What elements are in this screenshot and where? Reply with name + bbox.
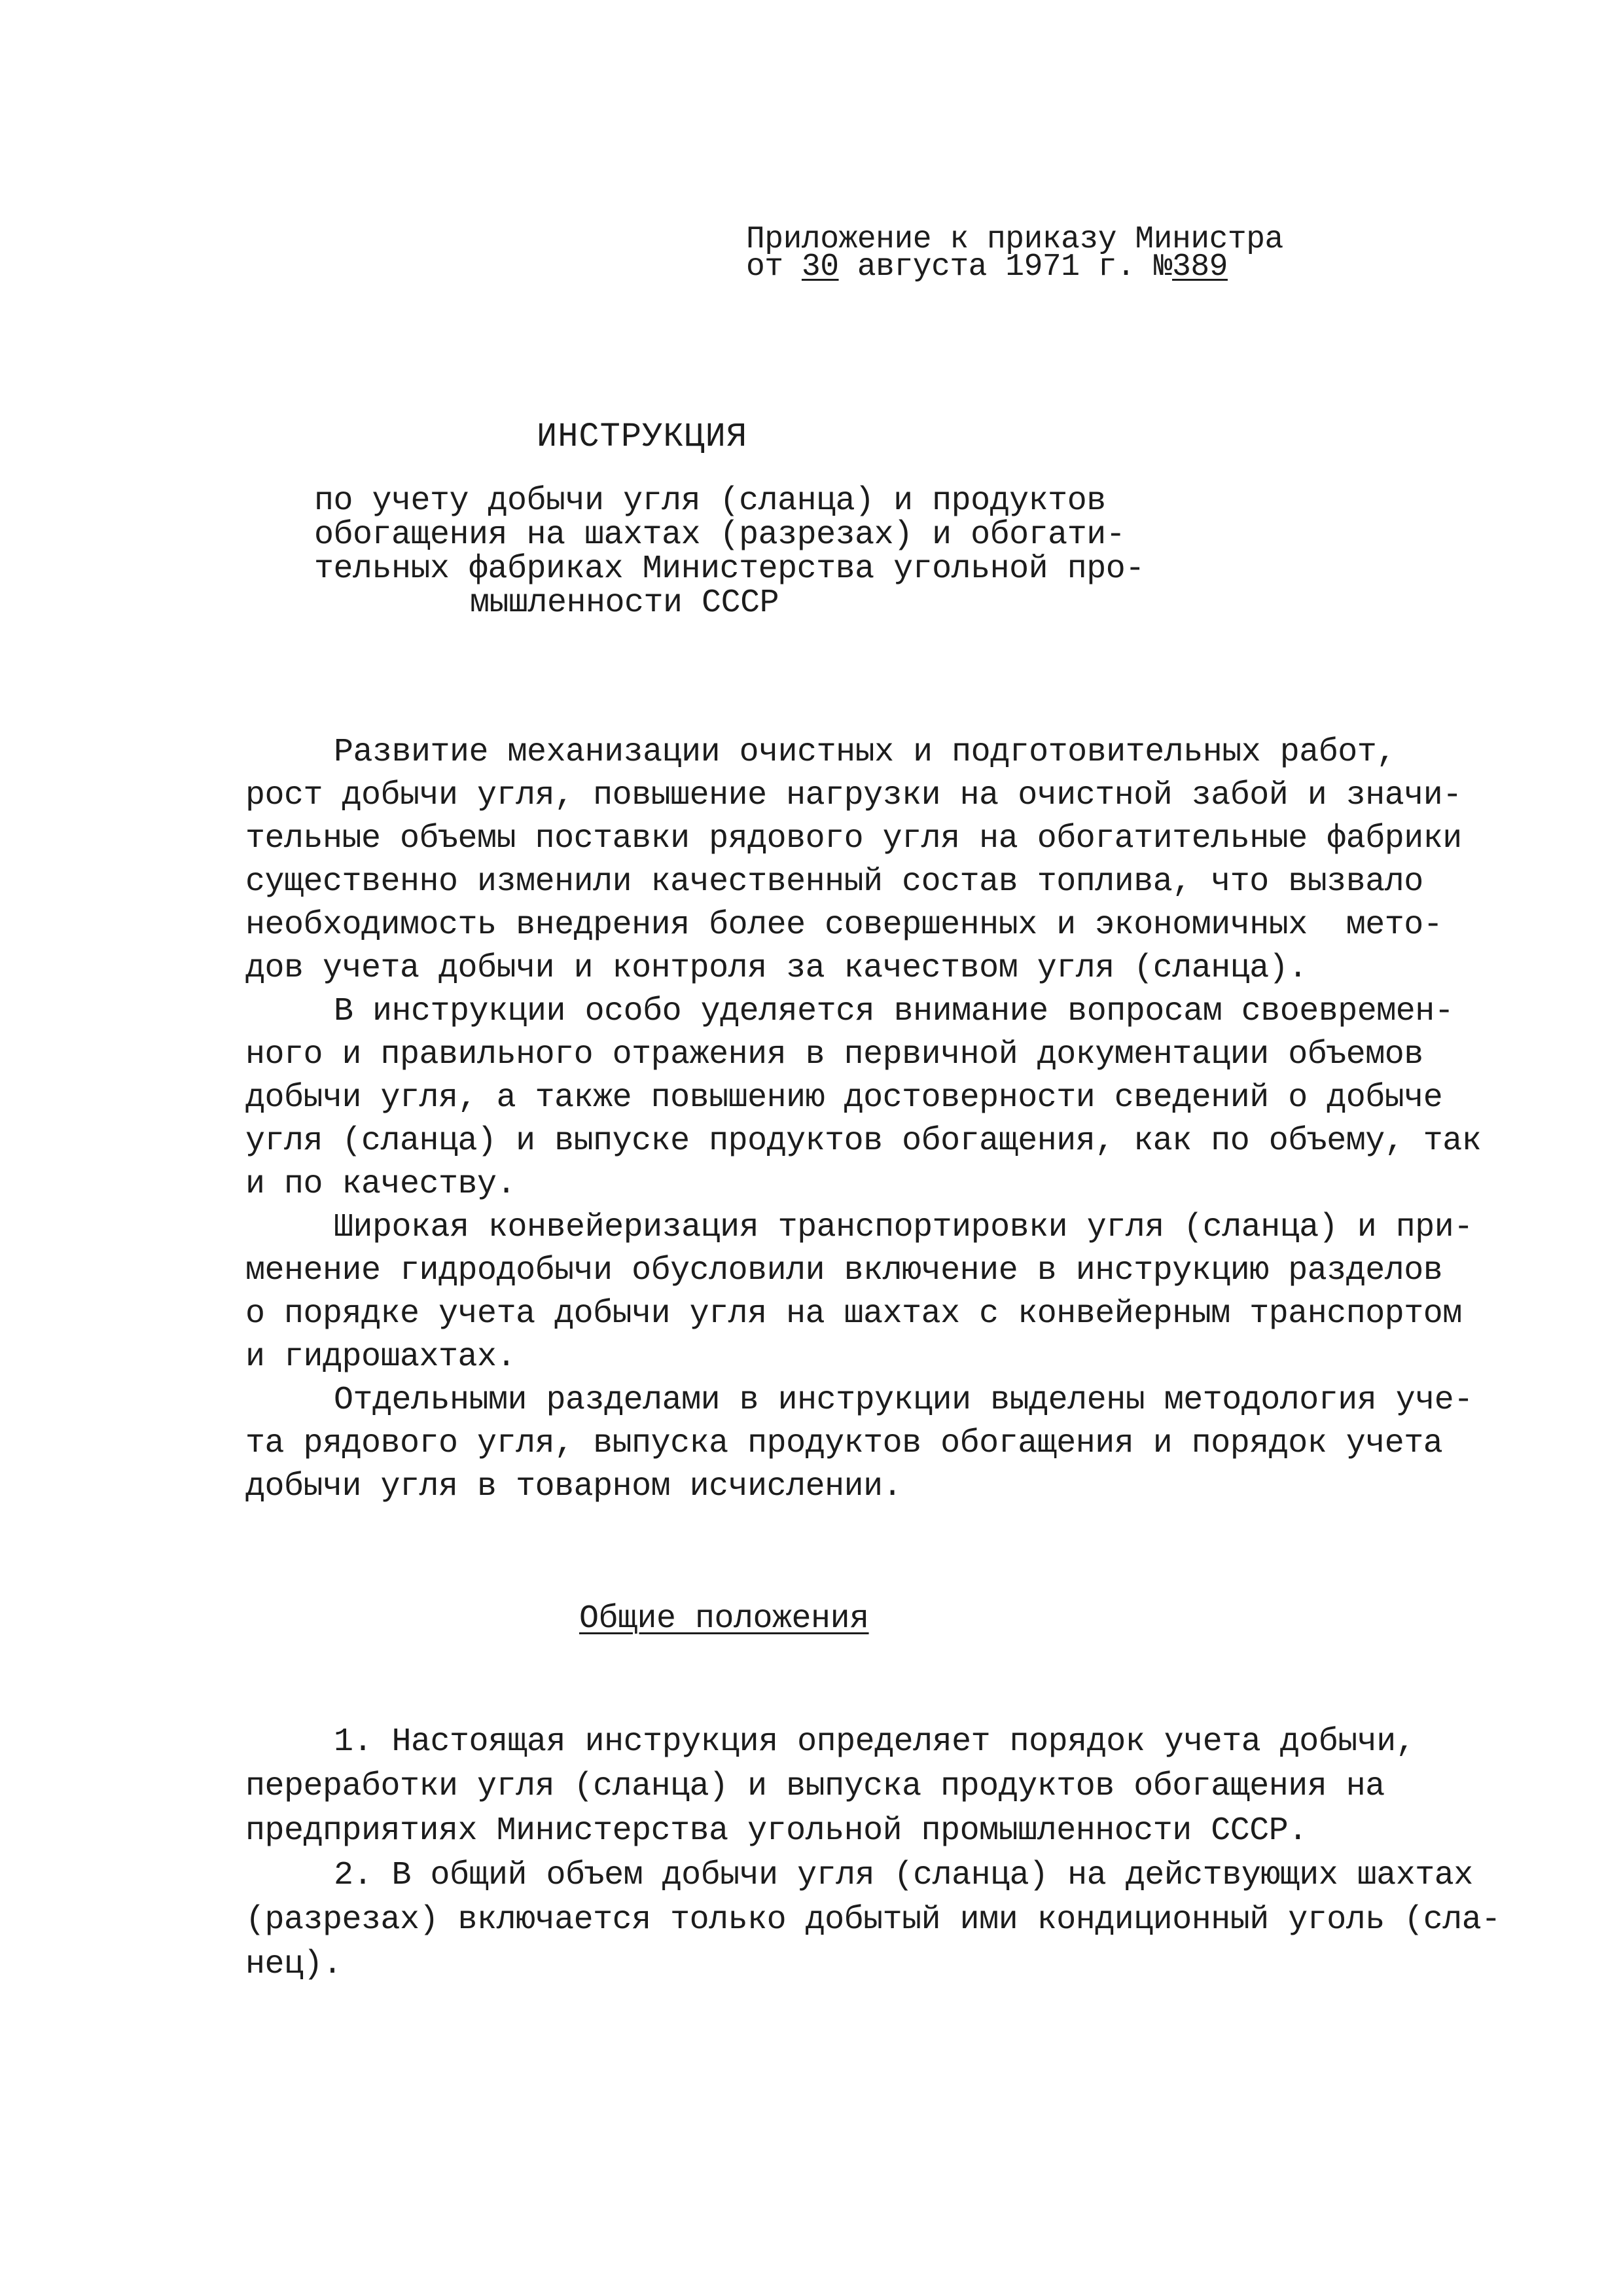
header-line-2 bbox=[746, 249, 1228, 285]
subtitle-line: по учету добычи угля (сланца) и продуктов bbox=[314, 482, 1106, 520]
intro-line: и по качеству. bbox=[245, 1166, 516, 1203]
header-from: от bbox=[746, 249, 783, 285]
section-line: 1. Настоящая инструкция определяет порядок учета добычи, bbox=[334, 1723, 1416, 1761]
section-line: предприятиях Министерства угольной промышленности СССР. bbox=[245, 1812, 1308, 1850]
intro-line: добычи угля в товарном исчислении. bbox=[245, 1468, 902, 1505]
subtitle-line: мышленности СССР bbox=[470, 584, 779, 622]
subtitle-line: обогащения на шахтах (разрезах) и обогати- bbox=[314, 516, 1126, 554]
section-line: 2. В общий объем добычи угля (сланца) на действующих шахтах bbox=[334, 1857, 1473, 1894]
document-title: ИНСТРУКЦИЯ bbox=[537, 418, 748, 456]
intro-line: та рядового угля, выпуска продуктов обогащения и порядок учета bbox=[245, 1425, 1443, 1462]
intro-line: о порядке учета добычи угля на шахтах с конвейерным транспортом bbox=[245, 1295, 1462, 1333]
intro-line: ного и правильного отражения в первичной документации объемов bbox=[245, 1036, 1423, 1073]
intro-line: существенно изменили качественный состав топлива, что вызвало bbox=[245, 863, 1423, 901]
intro-line: тельные объемы поставки рядового угля на обогатительные фабрики bbox=[245, 820, 1462, 857]
intro-line: добычи угля, а также повышению достоверности сведений о добыче bbox=[245, 1079, 1443, 1117]
header-order-number: 389 bbox=[1172, 249, 1228, 285]
intro-line: рост добычи угля, повышение нагрузки на очистной забой и значи- bbox=[245, 777, 1462, 814]
intro-line: В инструкции особо уделяется внимание вопросам своевремен- bbox=[334, 993, 1454, 1030]
intro-line: Широкая конвейеризация транспортировки угля (сланца) и при- bbox=[334, 1209, 1473, 1246]
header-date-rest: августа 1971 г. № bbox=[857, 249, 1173, 285]
header-date-day: 30 bbox=[801, 249, 839, 285]
intro-line: необходимость внедрения более совершенных и экономичных мето- bbox=[245, 906, 1443, 944]
section-line: (разрезах) включается только добытый ими кондиционный уголь (сла- bbox=[245, 1901, 1501, 1939]
section-line: нец). bbox=[245, 1946, 342, 1983]
subtitle-line: тельных фабриках Министерства угольной про- bbox=[314, 550, 1145, 588]
intro-line: и гидрошахтах. bbox=[245, 1338, 516, 1376]
intro-line: менение гидродобычи обусловили включение в инструкцию разделов bbox=[245, 1252, 1443, 1289]
section-line: переработки угля (сланца) и выпуска продуктов обогащения на bbox=[245, 1768, 1385, 1805]
section-heading: Общие положения bbox=[579, 1600, 869, 1638]
intro-line: Развитие механизации очистных и подготовительных работ, bbox=[334, 734, 1396, 771]
intro-line: Отдельными разделами в инструкции выделены методология уче- bbox=[334, 1382, 1473, 1419]
intro-line: дов учета добычи и контроля за качеством угля (сланца). bbox=[245, 950, 1308, 987]
header-line-1: Приложение к приказу Министра bbox=[746, 222, 1283, 257]
intro-line: угля (сланца) и выпуске продуктов обогащения, как по объему, так bbox=[245, 1122, 1482, 1160]
